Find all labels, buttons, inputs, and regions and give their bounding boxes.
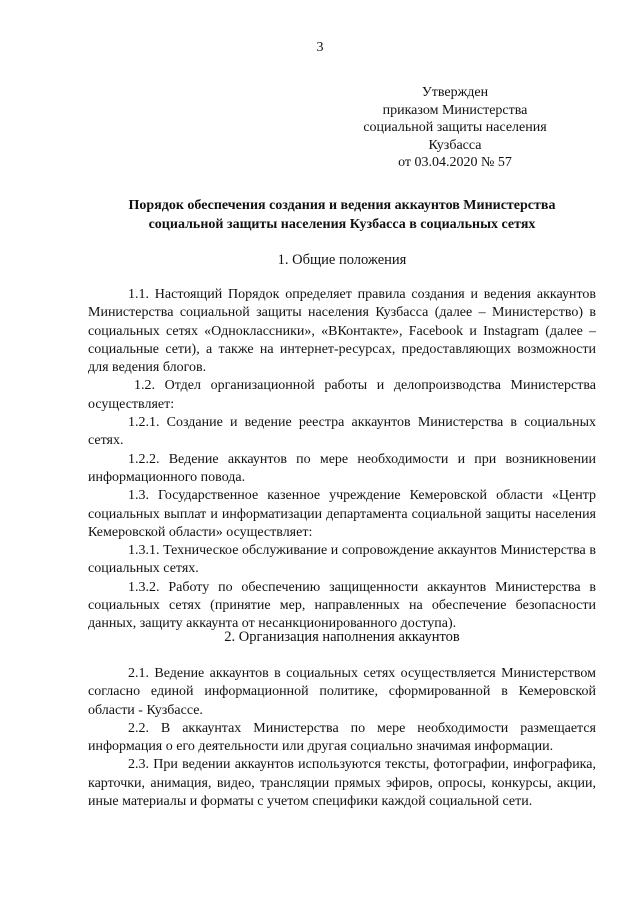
page-number: 3 [316, 40, 324, 55]
approval-stamp [330, 84, 580, 172]
title-line: Порядок обеспечения создания и ведения аккаунтов Министерства [128, 198, 556, 213]
approval-line: социальной защиты населения [363, 120, 547, 135]
section-heading: 1. Общие положения [277, 252, 407, 268]
paragraph: 1.2.2. Ведение аккаунтов по мере необходимости и при возникновении информационного повода. [88, 451, 596, 485]
approval-line: Утвержден [421, 85, 489, 100]
section-body [88, 665, 596, 811]
section-body [88, 286, 596, 634]
paragraph: 1.1. Настоящий Порядок определяет правила создания и ведения аккаунтов Министерства социальной защиты населения Кузбасса (далее – Министерство) в социальных сетях «Одноклассники», «ВКонтакте», Facebook и Instagram (далее – социальные сети), а также на интернет-ресурсах, предоставляющих возможности для ведения блогов. [88, 287, 596, 376]
paragraph: 1.3.2. Работу по обеспечению защищенности аккаунтов Министерства в социальных сетях (принятие мер, направленных на обеспечение безопасности данных, защиту аккаунта от несанкционированного доступа). [88, 579, 596, 632]
approval-line: Кузбасса [428, 137, 482, 153]
paragraph: 1.3. Государственное казенное учреждение Кемеровской области «Центр социальных выплат и информатизации департамента социальной защиты населения Кемеровской области» осуществляет: [88, 488, 596, 540]
paragraph: 1.3.1. Техническое обслуживание и сопровождение аккаунтов Министерства в социальных сетях. [88, 543, 596, 577]
paragraph: 2.1. Ведение аккаунтов в социальных сетях осуществляется Министерством согласно единой информационной политике, сформированной в Кемеровской области - Кузбассе. [88, 666, 596, 718]
approval-line: от 03.04.2020 № 57 [398, 155, 512, 170]
paragraph: 1.2.1. Создание и ведение реестра аккаунтов Министерства в социальных сетях. [88, 415, 596, 449]
section-heading: 2. Организация наполнения аккаунтов [224, 629, 460, 645]
paragraph: 2.3. При ведении аккаунтов используются тексты, фотографии, инфографика, карточки, анимация, видео, трансляции прямых эфиров, опросы, конкурсы, акции, иные материалы и форматы с учетом специфики каждой социальной сети. [88, 757, 596, 810]
paragraph: 2.2. В аккаунтах Министерства по мере необходимости размещается информация о его деятельности или другая социально значимая информации. [88, 720, 596, 755]
document-title [88, 197, 596, 234]
title-line: социальной защиты населения Кузбасса в социальных сетях [148, 216, 536, 232]
approval-line: приказом Министерства [382, 102, 528, 118]
paragraph: 1.2. Отдел организационной работы и делопроизводства Министерства осуществляет: [88, 378, 596, 412]
